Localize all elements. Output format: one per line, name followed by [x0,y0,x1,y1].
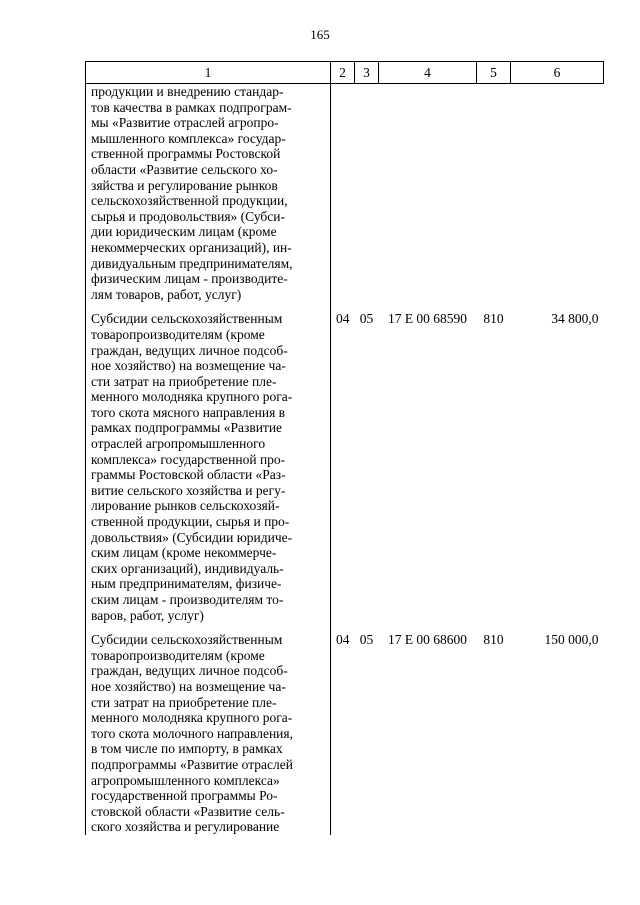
row-name-line: ное хозяйство) на возмещение ча- [91,358,286,374]
row-name-line: сти затрат на приобретение пле- [91,694,277,710]
row-spacer-cell [477,623,511,632]
row-name-line: ских организаций), индивидуаль- [91,560,284,576]
target-article-cell [379,84,477,303]
row-name-line: граждан, ведущих личное подсоб- [91,663,288,679]
row-spacer-cell [379,623,477,632]
target-article-cell: 17 Е 00 68600 [387,632,468,648]
row-name-line: варов, работ, услуг) [91,607,204,623]
row-name-line: физическим лицам - производите- [91,271,288,287]
row-spacer-cell [511,302,604,311]
header-col-5: 5 [477,62,511,84]
table-row [86,84,604,303]
row-name-line: граммы Ростовской области «Раз- [91,467,286,483]
row-name-line: лям товаров, работ, услуг) [91,286,242,302]
row-spacer-cell [511,623,604,632]
target-article-cell: 17 Е 00 68590 [387,311,468,327]
row-name-line: ное хозяйство) на возмещение ча- [91,678,286,694]
row-name-line: ским лицам (кроме некоммерче- [91,545,277,561]
table-body [86,84,604,835]
row-name-line: некоммерческих организаций), ин- [91,239,292,255]
table-row [86,311,604,623]
header-col-6: 6 [511,62,604,84]
row-spacer [86,302,604,311]
row-spacer [86,623,604,632]
row-name-line: менного молодняка крупного рога- [91,710,293,726]
subsection-code-cell: 05 [359,311,374,327]
row-name-line: товаропроизводителям (кроме [91,326,265,342]
row-name-line: государственной программы Ро- [91,788,278,804]
amount-cell: 150 000,0 [544,632,599,648]
row-name-line: продукции и внедрению стандар- [91,84,284,99]
expense-type-cell: 810 [483,632,504,648]
row-name-line: мы «Развитие отраслей агропро- [91,115,279,131]
row-name-line: тов качества в рамках подпрограм- [91,99,292,115]
row-spacer-cell [331,302,355,311]
row-name-line: граждан, ведущих личное подсоб- [91,342,288,358]
table-row [86,632,604,835]
row-name-line: дии юридическим лицам (кроме [91,224,277,240]
header-col-3: 3 [355,62,379,84]
row-spacer-cell [355,623,379,632]
row-spacer-cell [86,302,331,311]
row-name-cell [86,632,331,835]
row-name-line: зяйства и регулирование рынков [91,177,278,193]
expense-type-cell [477,84,511,303]
row-name-line: сти затрат на приобретение пле- [91,373,277,389]
row-name-cell [86,84,331,303]
row-name-line: товаропроизводителям (кроме [91,647,265,663]
row-spacer-cell [355,302,379,311]
row-name-line: рамках подпрограммы «Развитие [91,420,283,436]
row-spacer-cell [331,623,355,632]
row-name-line: отраслей агропромышленного [91,436,266,452]
row-name-line: ственной продукции, сырья и про- [91,514,290,530]
row-spacer-cell [477,302,511,311]
row-name-line: области «Развитие сельского хо- [91,161,278,177]
row-name-line: сельскохозяйственной продукции, [91,193,288,209]
subsection-code-cell [355,84,379,303]
row-name-line: агропромышленного комплекса» [91,772,280,788]
header-col-4: 4 [379,62,477,84]
section-code-cell [331,84,355,303]
page-number: 165 [310,27,330,42]
row-name-line: ным предпринимателям, физиче- [91,576,282,592]
row-name-line: подпрограммы «Развитие отраслей [91,756,293,772]
row-name-line: лирование рынков сельскохозяй- [91,498,280,514]
row-name-line: Субсидии сельскохозяйственным [91,311,283,327]
row-name-line: комплекса» государственной про- [91,451,286,467]
section-code-cell: 04 [336,311,350,327]
header-col-1: 1 [86,62,331,84]
budget-table [85,61,604,835]
table-header [86,62,604,84]
row-name-line: того скота мясного направления в [91,404,286,420]
amount-cell [511,84,604,303]
row-name-line: Субсидии сельскохозяйственным [91,632,283,648]
amount-cell: 34 800,0 [551,311,599,327]
row-name-line: менного молодняка крупного рога- [91,389,293,405]
row-name-line: стовской области «Развитие сель- [91,803,285,819]
expense-type-cell: 810 [483,311,504,327]
section-code-cell: 04 [336,632,350,648]
row-name-line: дивидуальным предпринимателям, [91,255,293,271]
row-name-line: довольствия» (Субсидии юридиче- [91,529,293,545]
row-name-line: ским лицам - производителям то- [91,592,284,607]
row-spacer-cell [86,623,331,632]
row-name-line: ского хозяйства и регулирование [91,819,280,835]
row-spacer-cell [379,302,477,311]
row-name-line: в том числе по импорту, в рамках [91,741,283,757]
row-name-line: сырья и продовольствия» (Субси- [91,208,285,224]
row-name-line: ственной программы Ростовской [91,146,281,162]
row-name-cell [86,311,331,623]
row-name-line: того скота молочного направления, [91,725,293,741]
subsection-code-cell: 05 [359,632,374,648]
header-row [86,62,604,84]
header-col-2: 2 [331,62,355,84]
row-name-line: мышленного комплекса» государ- [91,130,286,146]
row-name-line: витие сельского хозяйства и регу- [91,482,286,498]
